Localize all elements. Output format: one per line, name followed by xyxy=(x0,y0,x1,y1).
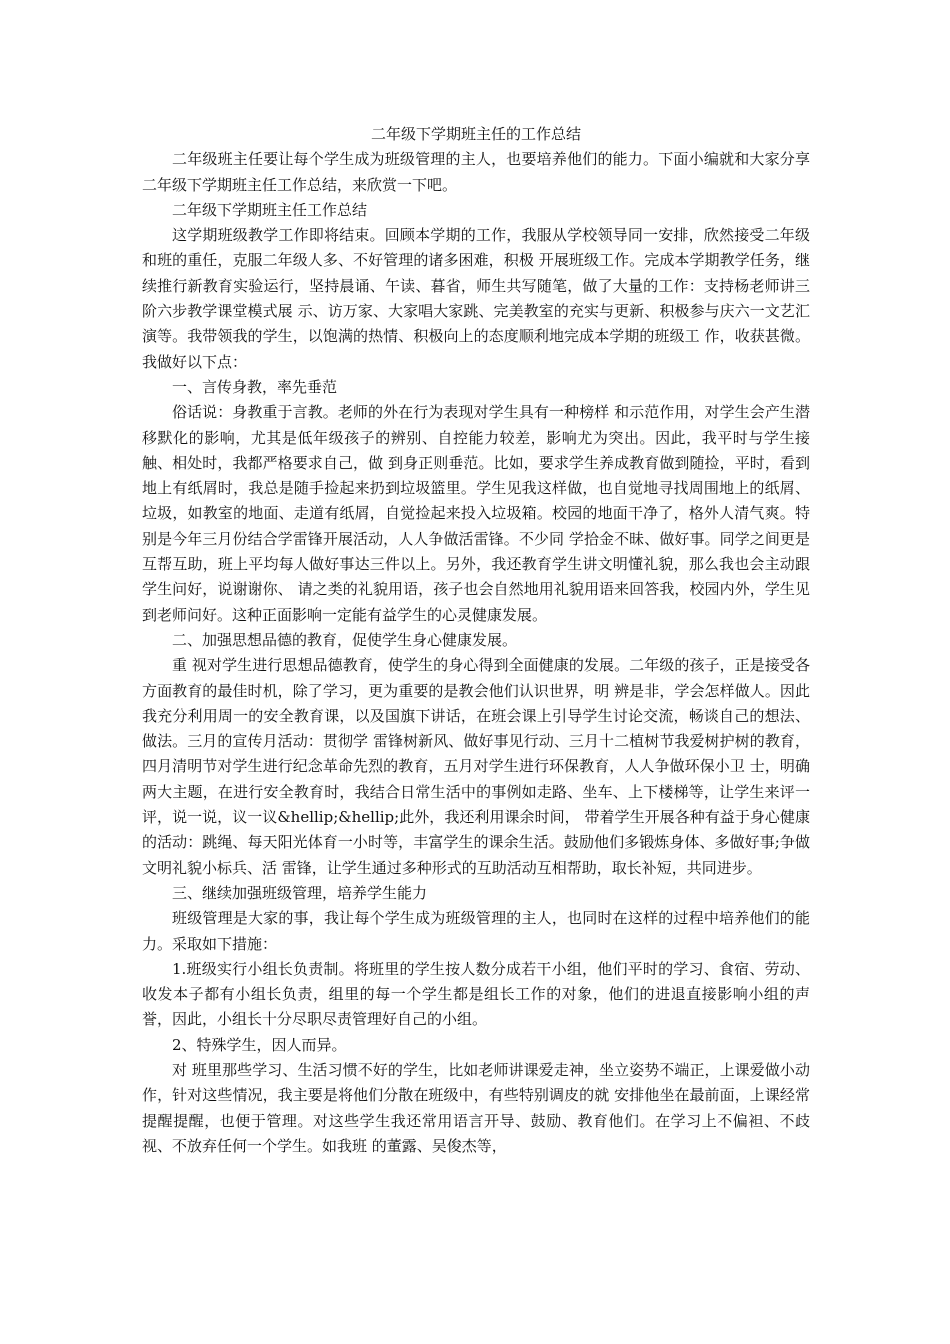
opening-paragraph: 这学期班级教学工作即将结束。回顾本学期的工作，我服从学校领导同一安排，欣然接受二年级和班的重任，克服二年级人多、不好管理的诸多困难，积极 开展班级工作。完成本学期教学任务，继续推行新教育实验运行，坚持晨诵、午读、暮省，师生共写随笔，做了大量的工作：支持杨老师讲三阶六步教学课堂模式展 示、访万家、大家唱大家跳、完美教室的充实与更新、积极参与庆六一文艺汇演等。我带领我的学生，以饱满的热情、积极向上的态度顺利地完成本学期的班级工 作，收获甚微。我做好以下点： xyxy=(142,226,810,371)
section-1-body: 俗话说：身教重于言教。老师的外在行为表现对学生具有一种榜样 和示范作用，对学生会产生潜移默化的影响，尤其是低年级孩子的辨别、自控能力较差，影响尤为突出。因此，我平时与学生接触、相处时，我都严格要求自己，做 到身正则垂范。比如，要求学生养成教育做到随捡，平时，看到地上有纸屑时，我总是随手捡起来扔到垃圾篮里。学生见我这样做，也自觉地寻找周围地上的纸屑、 垃圾，如教室的地面、走道有纸屑，自觉捡起来投入垃圾箱。校园的地面干净了，格外人清气爽。特别是今年三月份结合学雷锋开展活动，人人争做活雷锋。不少同 学拾金不昧、做好事。同学之间更是互帮互助，班上平均每人做好事达三件以上。另外，我还教育学生讲文明懂礼貌，那么我也会主动跟学生问好，说谢谢你、 请之类的礼貌用语，孩子也会自然地用礼貌用语来回答我，校园内外，学生见到老师问好。这种正面影响一定能有益学生的心灵健康发展。 xyxy=(142,403,810,624)
subtitle: 二年级下学期班主任工作总结 xyxy=(172,200,368,219)
section-2-body: 重 视对学生进行思想品德教育，使学生的身心得到全面健康的发展。二年级的孩子，正是接受各方面教育的最佳时机，除了学习，更为重要的是教会他们认识世界，明 辨是非，学会怎样做人。因此我充分利用周一的安全教育课，以及国旗下讲话，在班会课上引导学生讨论交流，畅谈自己的想法、做法。三月的宣传月活动：贯彻学 雷锋树新风、做好事见行动、三月十二植树节我爱树护树的教育，四月清明节对学生进行纪念革命先烈的教育，五月对学生进行环保教育，人人争做环保小卫 士，明确两大主题，在进行安全教育时，我结合日常生活中的事例如走路、坐车、上下楼梯等，让学生来评一评，说一说，议一议&hellip;&hellip;此外，我还利用课余时间， 带着学生开展各种有益于身心健康的活动：跳绳、每天阳光体育一小时等，丰富学生的课余生活。鼓励他们多锻炼身体、多做好事;争做文明礼貌小标兵、活 雷锋，让学生通过多种形式的互助活动互相帮助，取长补短，共同进步。 xyxy=(142,656,810,877)
section-3-item-1: 1.班级实行小组长负责制。将班里的学生按人数分成若干小组，他们平时的学习、食宿、劳动、收发本子都有小组长负责，组里的每一个学生都是组长工作的对象，他们的进退直接影响小组的声誉，因此，小组长十分尽职尽责管理好自己的小组。 xyxy=(142,959,810,1029)
section-3-body: 班级管理是大家的事，我让每个学生成为班级管理的主人，也同时在这样的过程中培养他们的能力。采取如下措施： xyxy=(142,909,810,953)
intro-paragraph: 二年级班主任要让每个学生成为班级管理的主人，也要培养他们的能力。下面小编就和大家分享二年级下学期班主任工作总结，来欣赏一下吧。 xyxy=(142,150,810,194)
section-2-heading: 二、加强思想品德的教育，促使学生身心健康发展。 xyxy=(172,630,518,649)
document-title: 二年级下学期班主任的工作总结 xyxy=(370,125,581,143)
section-1-heading: 一、言传身教，率先垂范 xyxy=(172,377,338,396)
section-3-heading: 三、继续加强班级管理，培养学生能力 xyxy=(172,883,428,902)
document-page xyxy=(142,122,810,1159)
section-3-item-2-body: 对 班里那些学习、生活习惯不好的学生，比如老师讲课爱走神，坐立姿势不端正，上课爱做小动作，针对这些情况，我主要是将他们分散在班级中，有些特别调皮的就 安排他坐在最前面，上课经常提醒提醒，也便于管理。对这些学生我还常用语言开导、鼓励、教育他们。在学习上不偏袒、不歧视、不放弃任何一个学生。如我班 的董露、吴俊杰等， xyxy=(142,1060,810,1155)
section-3-item-2-heading: 2、特殊学生，因人而异。 xyxy=(172,1035,347,1054)
